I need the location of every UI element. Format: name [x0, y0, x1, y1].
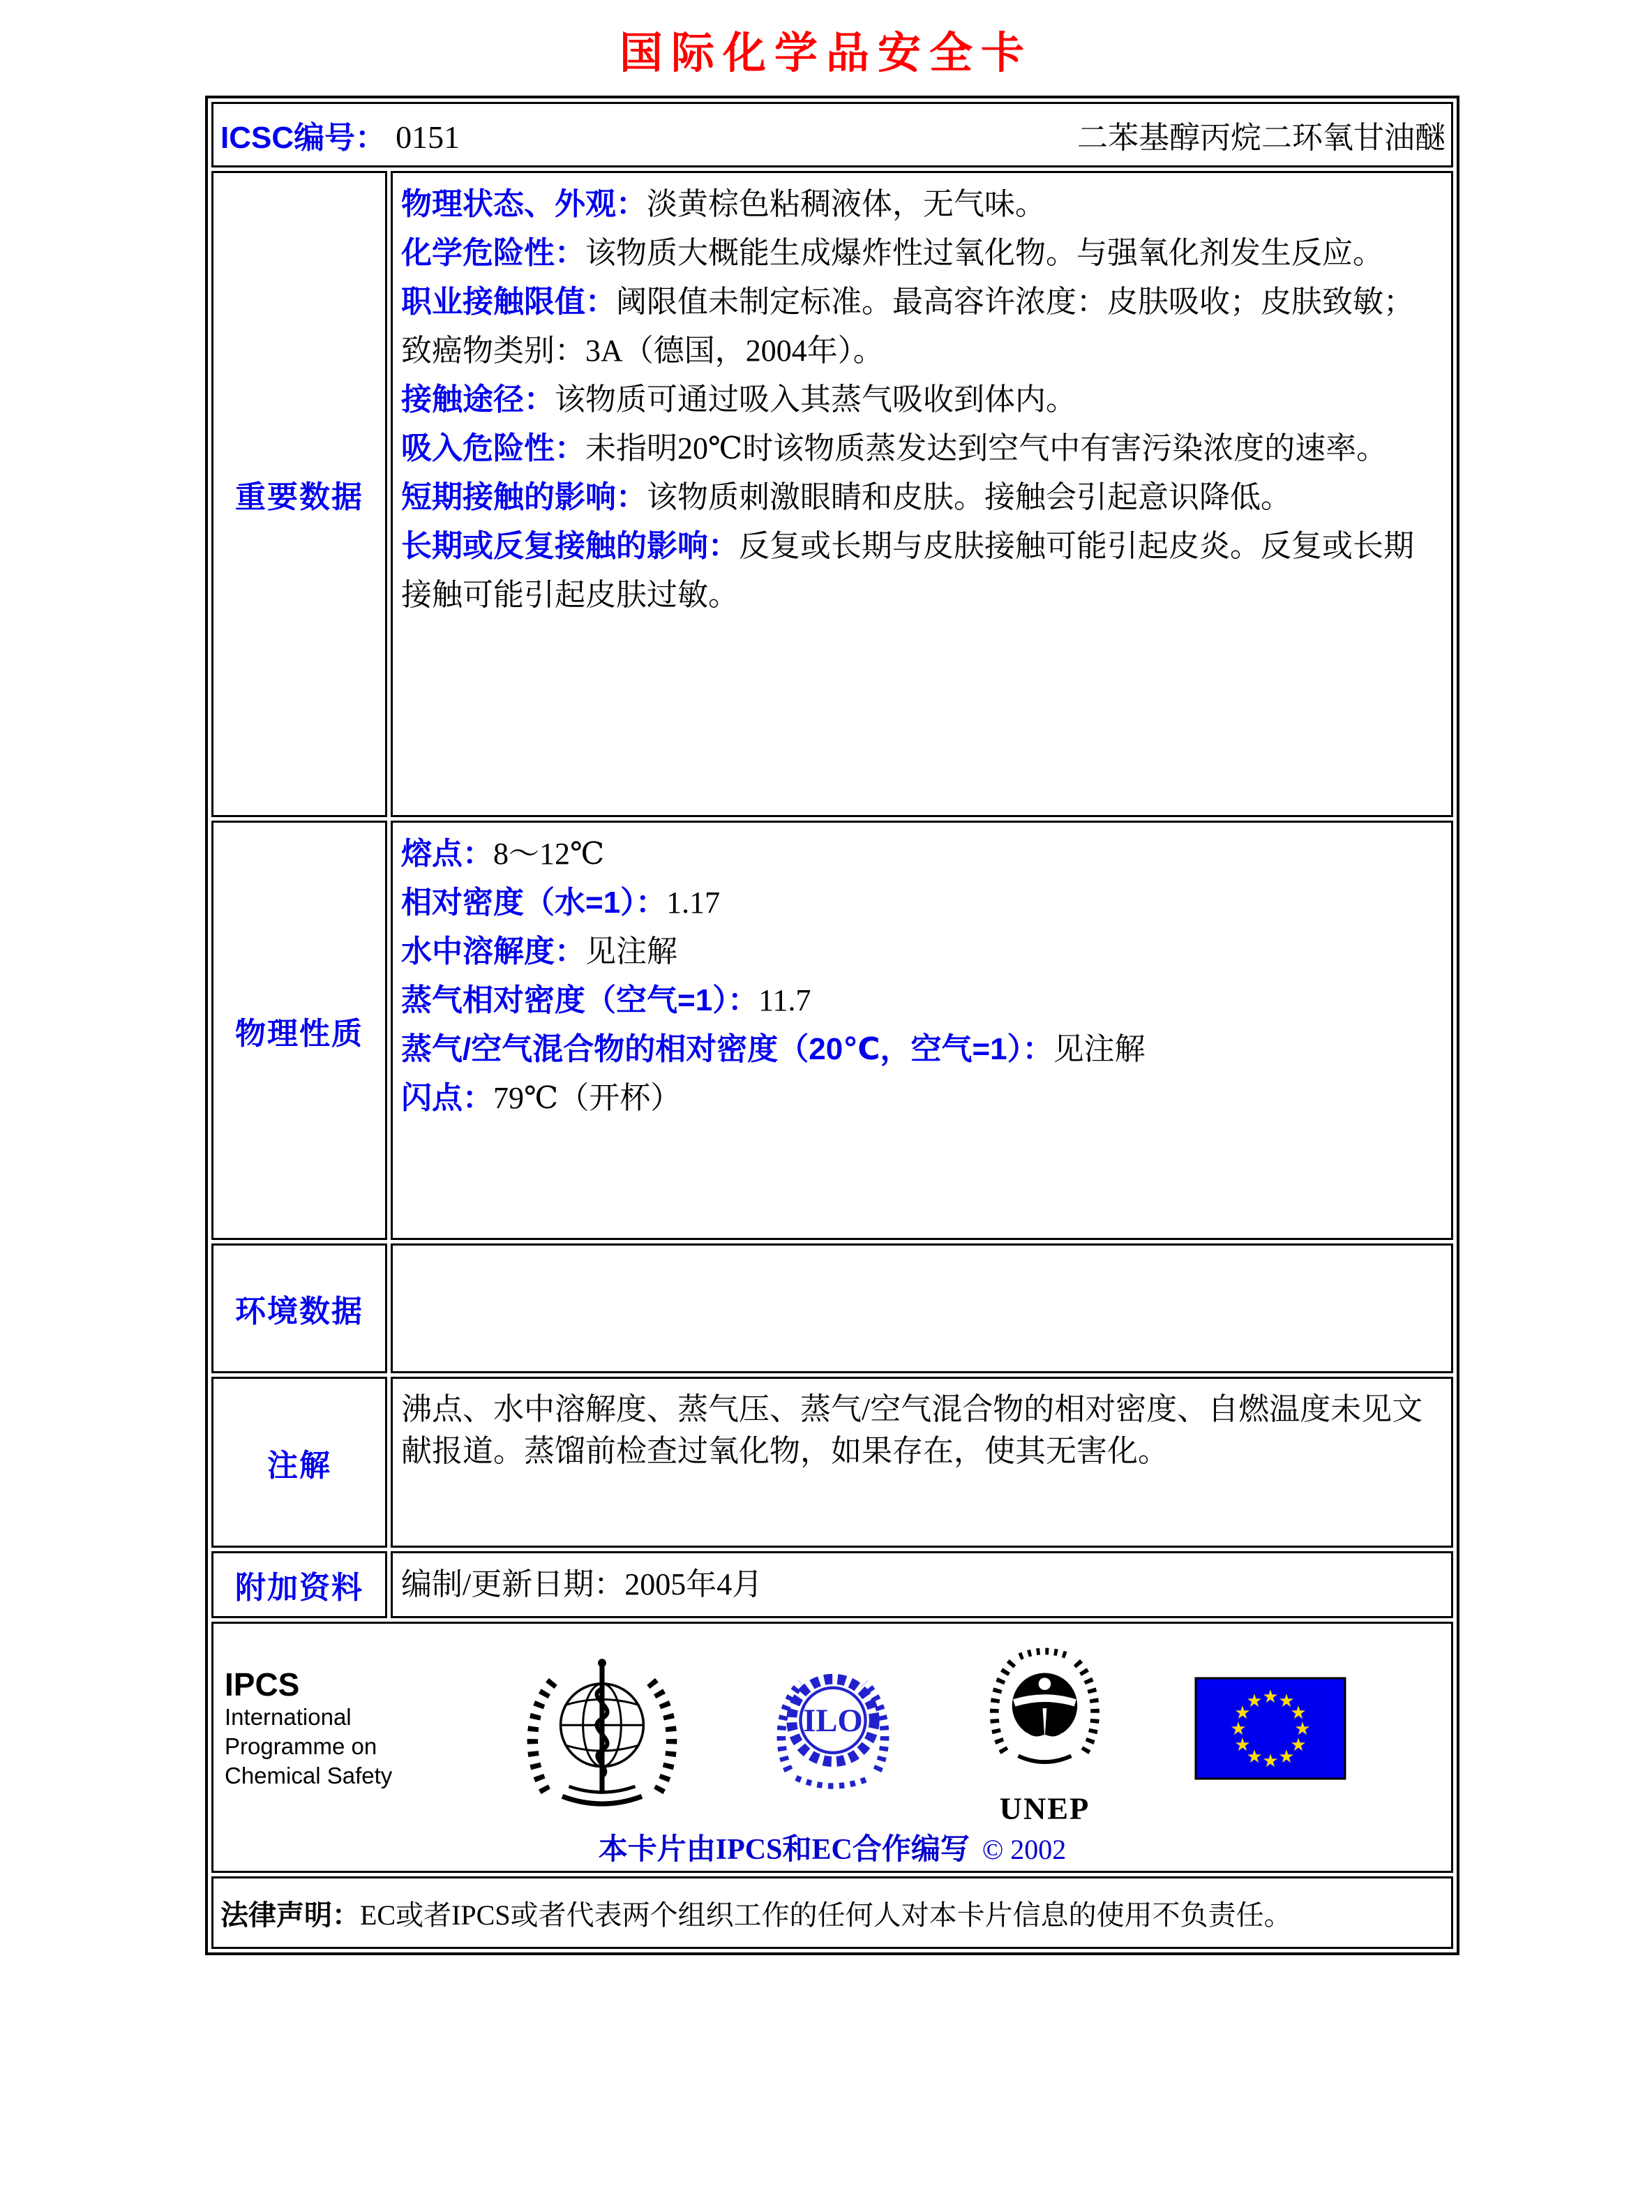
data-item: 熔点：8～12℃: [401, 837, 605, 871]
svg-text:★: ★: [1234, 1703, 1251, 1724]
row-legal: [211, 1876, 1453, 1949]
environmental-data-content: [391, 1243, 1453, 1373]
legal-label: 法律声明：: [220, 1899, 360, 1931]
svg-text:★: ★: [1262, 1687, 1279, 1707]
ilo-logo-icon: [770, 1652, 896, 1804]
svg-text:★: ★: [1246, 1691, 1263, 1712]
data-item: 闪点：79℃（开杯）: [401, 1081, 682, 1115]
unep-letters: UNEP: [999, 1794, 1090, 1825]
legal-cell: [211, 1876, 1453, 1949]
notes-content: 沸点、水中溶解度、蒸气压、蒸气/空气混合物的相对密度、自燃温度未见文献报道。蒸馏前检查过氧化物，如果存在，使其无害化。: [391, 1377, 1453, 1548]
who-logo-icon: [519, 1649, 685, 1808]
data-item: 长期或反复接触的影响：反复或长期与皮肤接触可能引起皮炎。反复或长期接触可能引起皮肤过敏。: [401, 529, 1414, 612]
data-item: 职业接触限值：阈限值未制定标准。最高容许浓度：皮肤吸收；皮肤致敏；致癌物类别：3A（德国，2004年）。: [401, 285, 1414, 368]
svg-text:★: ★: [1246, 1747, 1263, 1768]
physical-properties-row-label: 物理性质: [211, 821, 387, 1240]
update-date-label: 编制/更新日期：: [401, 1567, 625, 1601]
data-item: 化学危险性：该物质大概能生成爆炸性过氧化物。与强氧化剂发生反应。: [401, 236, 1383, 270]
important-data-row-label: 重要数据: [211, 171, 387, 817]
ipcs-text-block: IPCS International Programme on Chemical Safety: [225, 1666, 434, 1791]
row-physical-properties: [211, 821, 1453, 1240]
row-additional-info: [211, 1551, 1453, 1618]
credit-text: 本卡片由IPCS和EC合作编写: [598, 1834, 970, 1866]
data-item: 物理状态、外观：淡黄棕色粘稠液体，无气味。: [401, 187, 1046, 221]
chemical-name: 二苯基醇丙烷二环氧甘油醚: [1077, 121, 1446, 155]
copyright-text: © 2002: [982, 1834, 1067, 1865]
data-item: 蒸气/空气混合物的相对密度（20℃，空气=1）：见注解: [401, 1032, 1146, 1066]
svg-text:★: ★: [1278, 1747, 1295, 1768]
additional-info-content: [391, 1551, 1453, 1618]
svg-text:★: ★: [1294, 1719, 1311, 1740]
physical-properties-content: [391, 821, 1453, 1240]
unep-logo-block: [980, 1632, 1109, 1825]
row-environmental-data: [211, 1243, 1453, 1373]
icsc-card-table: [205, 96, 1459, 1955]
icsc-number-label: ICSC编号：: [220, 121, 386, 155]
data-item: 水中溶解度：见注解: [401, 934, 677, 969]
unep-logo-icon: [980, 1632, 1109, 1794]
data-item: 吸入危险性：未指明20℃时该物质蒸发达到空气中有害污染浓度的速率。: [401, 431, 1388, 465]
svg-text:★: ★: [1290, 1735, 1307, 1756]
svg-text:★: ★: [1234, 1735, 1251, 1756]
ipcs-title: IPCS: [225, 1666, 300, 1703]
logos-cell: [211, 1622, 1453, 1873]
data-item: 蒸气相对密度（空气=1）：11.7: [401, 983, 811, 1017]
row-notes: [211, 1377, 1453, 1548]
header-cell: [211, 102, 1453, 167]
ilo-letters: ILO: [802, 1703, 863, 1740]
row-logos: [211, 1622, 1453, 1873]
svg-text:★: ★: [1230, 1719, 1247, 1740]
environmental-data-row-label: 环境数据: [211, 1243, 387, 1373]
svg-text:★: ★: [1278, 1691, 1295, 1712]
data-item: 相对密度（水=1）：1.17: [401, 885, 721, 920]
data-item: 接触途径：该物质可通过吸入其蒸气吸收到体内。: [401, 382, 1076, 417]
legal-text: EC或者IPCS或者代表两个组织工作的任何人对本卡片信息的使用不负责任。: [360, 1899, 1292, 1931]
important-data-content: [391, 171, 1453, 817]
eu-flag-icon: [1194, 1677, 1346, 1780]
icsc-number-group: [220, 112, 460, 157]
svg-text:★: ★: [1262, 1751, 1279, 1772]
svg-text:★: ★: [1290, 1703, 1307, 1724]
row-important-data: [211, 171, 1453, 817]
page-title: 国际化学品安全卡: [619, 30, 1032, 77]
update-date-value: 2005年4月: [624, 1567, 763, 1601]
additional-info-row-label: 附加资料: [211, 1551, 387, 1618]
credit-line: [213, 1826, 1451, 1868]
notes-row-label: 注解: [211, 1377, 387, 1548]
header-row: [211, 102, 1453, 167]
data-item: 短期接触的影响：该物质刺激眼睛和皮肤。接触会引起意识降低。: [401, 480, 1291, 514]
icsc-number-value: 0151: [396, 119, 460, 155]
